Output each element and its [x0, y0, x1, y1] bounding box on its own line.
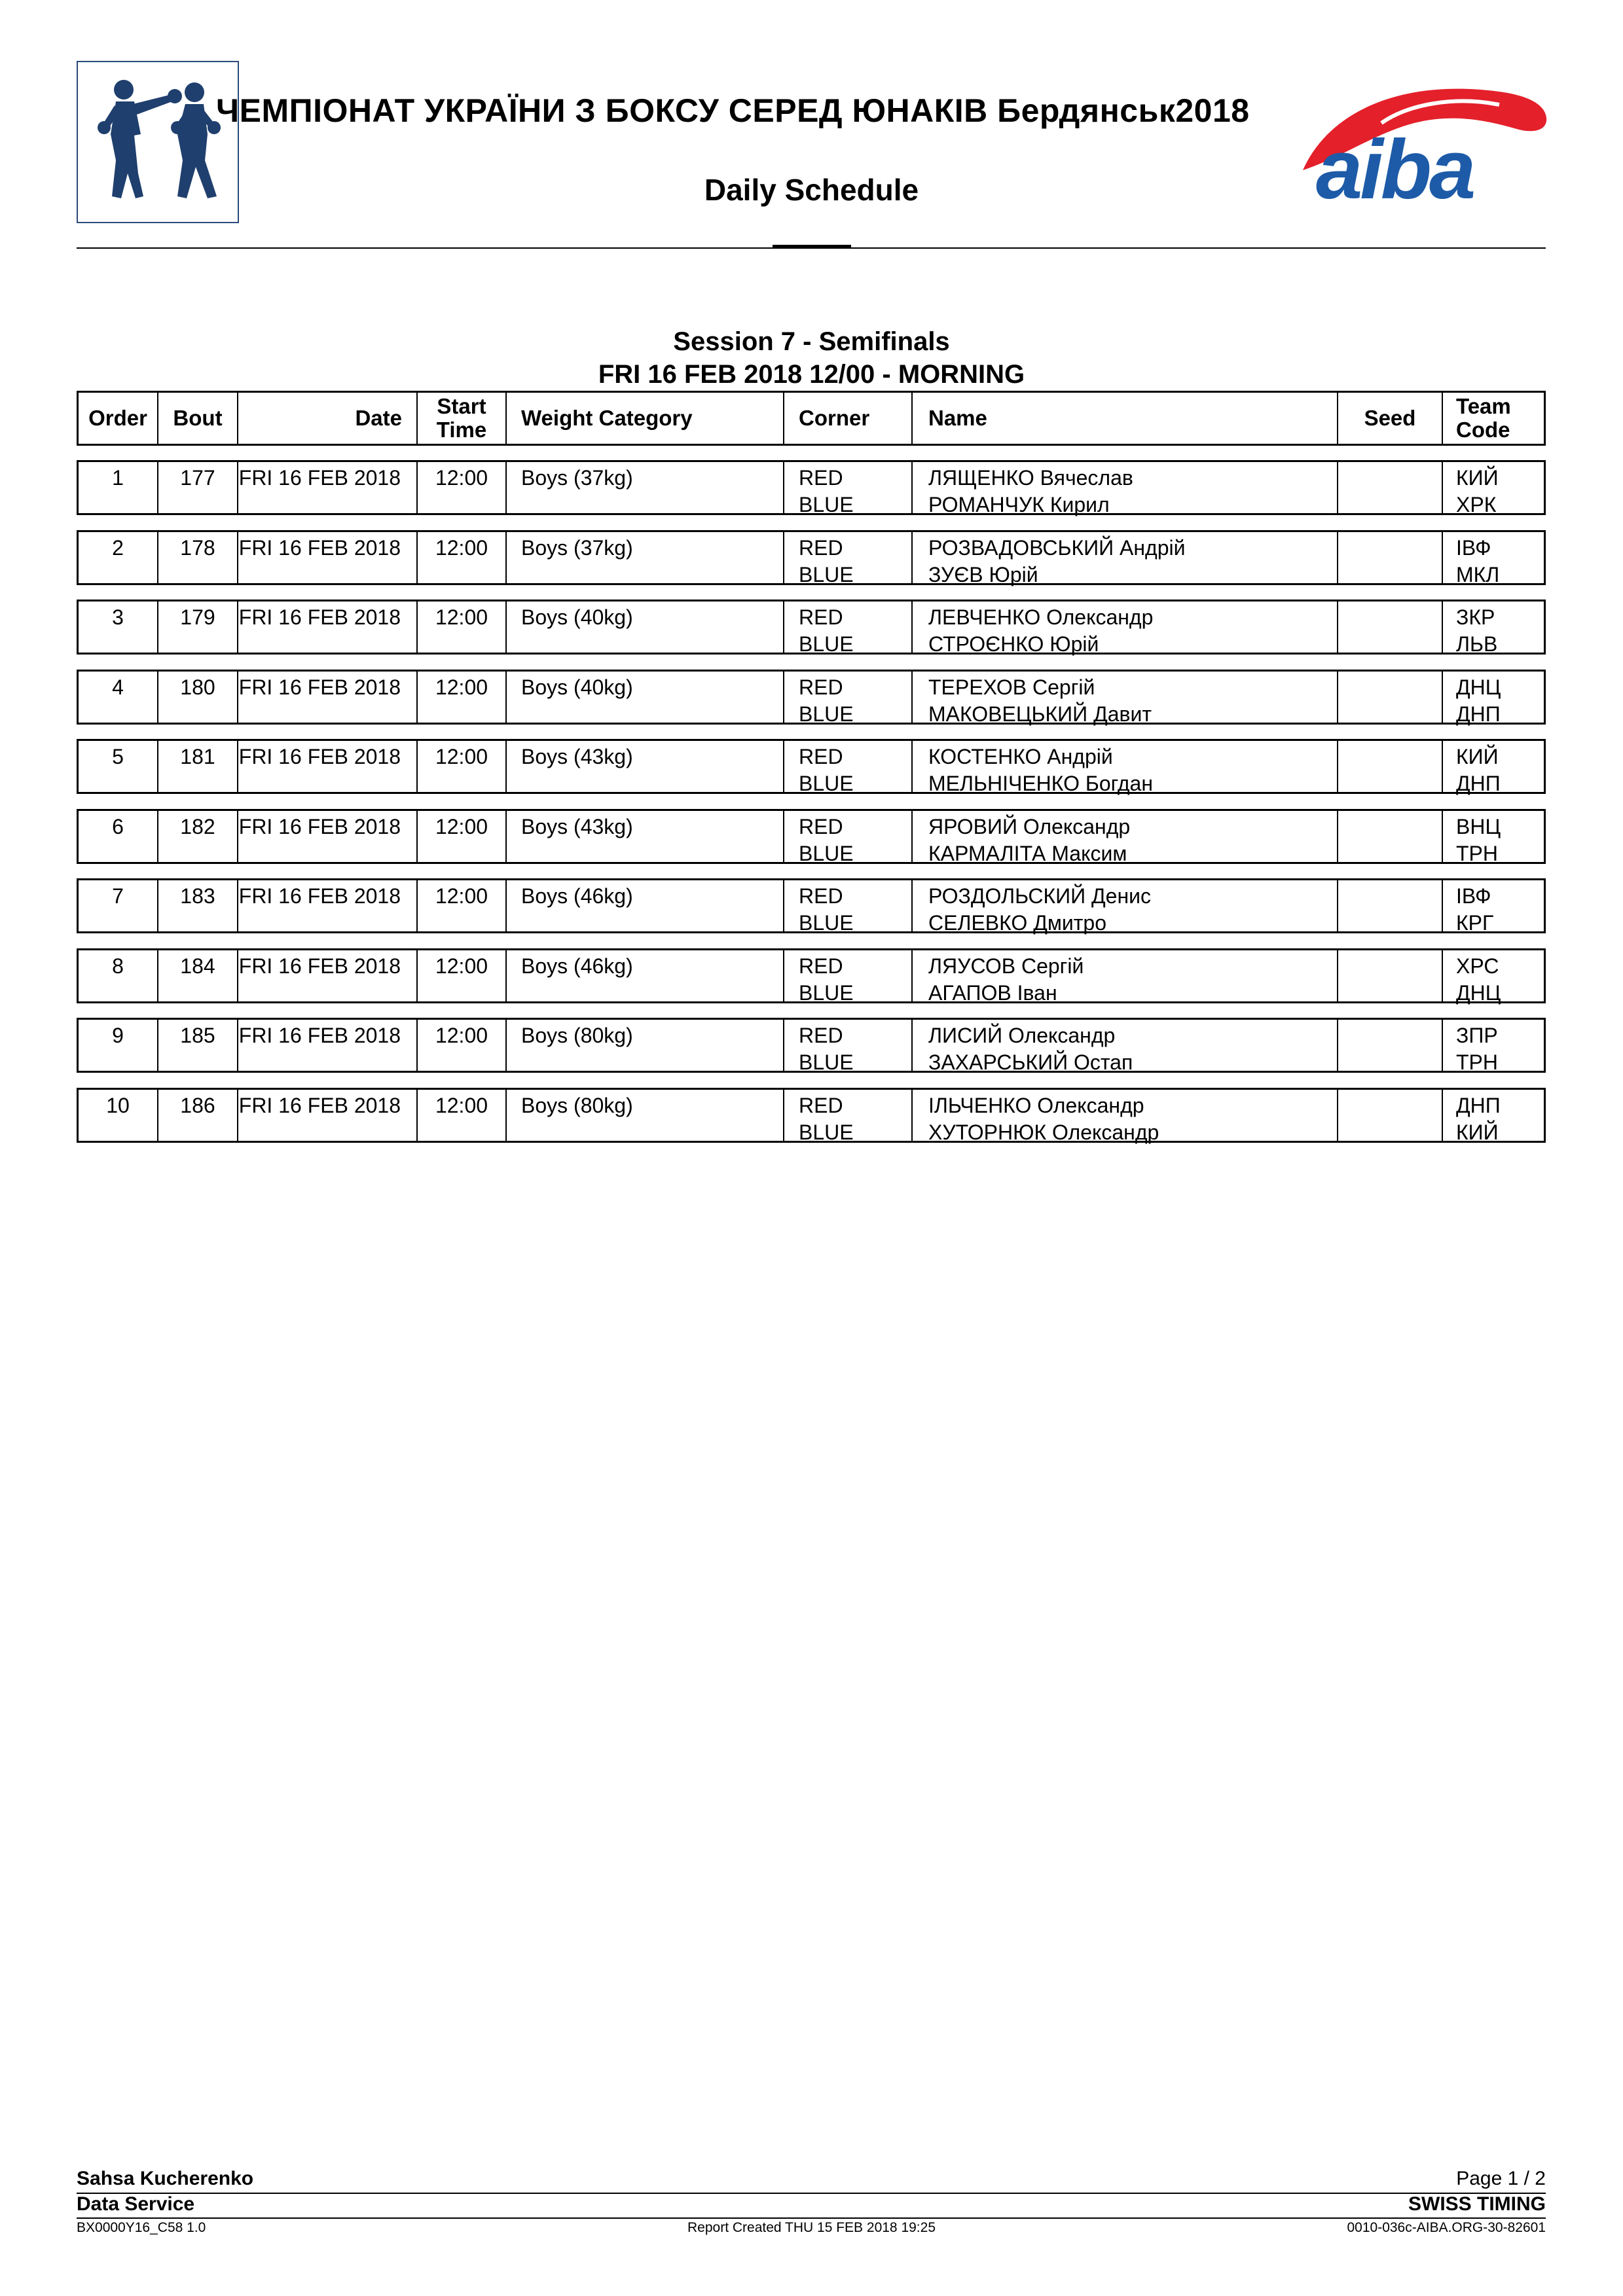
name-cell [911, 811, 1337, 865]
team-cell [1442, 880, 1544, 935]
name-cell [911, 950, 1337, 1005]
blue-team-code: КИЙ [1456, 1121, 1499, 1144]
bout-cell [157, 950, 237, 1001]
blue-boxer-name: МАКОВЕЦЬКИЙ Давит [928, 702, 1152, 726]
time-cell [416, 811, 505, 862]
weight-value: Boys (43kg) [521, 815, 633, 838]
name-cell [911, 462, 1337, 516]
red-corner: RED [799, 536, 843, 560]
order-cell [79, 601, 157, 653]
order-cell [79, 462, 157, 513]
blue-team-code: ТРН [1456, 842, 1498, 865]
footer-vendor: SWISS TIMING [1408, 2193, 1546, 2215]
table-row [77, 530, 1546, 585]
bout-value: 180 [180, 675, 215, 699]
time-value: 12:00 [435, 954, 488, 978]
weight-value: Boys (37kg) [521, 466, 633, 490]
time-value: 12:00 [435, 466, 488, 490]
order-cell [79, 950, 157, 1001]
red-boxer-name: ЯРОВИЙ Олександр [928, 815, 1131, 838]
date-value: FRI 16 FEB 2018 [238, 954, 401, 978]
time-cell [416, 950, 505, 1001]
weight-value: Boys (80kg) [521, 1024, 633, 1047]
red-boxer-name: ЛЯУСОВ Сергій [928, 954, 1084, 978]
footer-reference: 0010-036c-AIBA.ORG-30-82601 [1347, 2220, 1546, 2235]
time-value: 12:00 [435, 605, 488, 629]
seed-cell [1337, 880, 1442, 931]
corner-cell [783, 811, 911, 865]
time-value: 12:00 [435, 745, 488, 768]
red-team-code: ДНЦ [1456, 675, 1501, 699]
order-cell [79, 1090, 157, 1141]
seed-cell [1337, 532, 1442, 583]
weight-cell [505, 811, 783, 862]
red-corner: RED [799, 1094, 843, 1117]
col-order [79, 393, 157, 444]
seed-cell [1337, 950, 1442, 1001]
name-cell [911, 532, 1337, 586]
blue-corner: BLUE [799, 1121, 854, 1144]
time-cell [416, 672, 505, 723]
footer-author: Sahsa Kucherenko [77, 2168, 254, 2189]
header-divider-mark [773, 245, 851, 247]
col-seed [1337, 393, 1442, 444]
session-datetime: FRI 16 FEB 2018 12/00 - MORNING [598, 360, 1025, 389]
weight-value: Boys (80kg) [521, 1094, 633, 1117]
blue-corner: BLUE [799, 981, 854, 1005]
seed-cell [1337, 1020, 1442, 1071]
table-row [77, 878, 1546, 933]
bout-cell [157, 672, 237, 723]
date-cell [237, 672, 416, 723]
corner-cell [783, 601, 911, 656]
order-value: 5 [112, 745, 124, 768]
red-team-code: ВНЦ [1456, 815, 1501, 838]
col-start-time [416, 393, 505, 444]
blue-team-code: ХРК [1456, 493, 1497, 516]
name-cell [911, 741, 1337, 795]
col-corner-label: Corner [799, 406, 870, 430]
weight-value: Boys (40kg) [521, 605, 633, 629]
weight-cell [505, 672, 783, 723]
red-boxer-name: ТЕРЕХОВ Сергій [928, 675, 1095, 699]
order-cell [79, 880, 157, 931]
red-boxer-name: ІЛЬЧЕНКО Олександр [928, 1094, 1144, 1117]
blue-boxer-name: ЗАХАРСЬКИЙ Остап [928, 1050, 1133, 1074]
footer-divider-top [77, 2193, 1546, 2194]
blue-team-code: ДНП [1456, 702, 1501, 726]
date-cell [237, 741, 416, 792]
date-cell [237, 462, 416, 513]
bout-value: 182 [180, 815, 215, 838]
table-row [77, 1088, 1546, 1143]
date-cell [237, 811, 416, 862]
date-value: FRI 16 FEB 2018 [238, 1094, 401, 1117]
date-cell [237, 950, 416, 1001]
date-cell [237, 880, 416, 931]
corner-cell [783, 880, 911, 935]
blue-corner: BLUE [799, 1050, 854, 1074]
bout-value: 184 [180, 954, 215, 978]
blue-team-code: ЛЬВ [1456, 632, 1498, 656]
blue-boxer-name: ХУТОРНЮК Олександр [928, 1121, 1159, 1144]
blue-boxer-name: РОМАНЧУК Кирил [928, 493, 1110, 516]
col-seed-label: Seed [1364, 406, 1416, 430]
bout-cell [157, 811, 237, 862]
name-cell [911, 1020, 1337, 1074]
corner-cell [783, 1020, 911, 1074]
table-row [77, 670, 1546, 725]
time-value: 12:00 [435, 1094, 488, 1117]
order-value: 2 [112, 536, 124, 560]
red-team-code: ІВФ [1456, 884, 1491, 908]
col-weight [505, 393, 783, 444]
order-value: 3 [112, 605, 124, 629]
date-value: FRI 16 FEB 2018 [238, 466, 401, 490]
bout-value: 185 [180, 1024, 215, 1047]
team-cell [1442, 462, 1544, 516]
blue-corner: BLUE [799, 911, 854, 935]
col-name [911, 393, 1337, 444]
table-row [77, 1018, 1546, 1073]
team-cell [1442, 601, 1544, 656]
red-boxer-name: РОЗДОЛЬСКИЙ Денис [928, 884, 1152, 908]
order-value: 7 [112, 884, 124, 908]
date-value: FRI 16 FEB 2018 [238, 536, 401, 560]
col-team-label-2: Code [1456, 418, 1510, 442]
name-cell [911, 880, 1337, 935]
table-row [77, 809, 1546, 864]
seed-cell [1337, 1090, 1442, 1141]
time-value: 12:00 [435, 884, 488, 908]
date-cell [237, 1020, 416, 1071]
name-cell [911, 601, 1337, 656]
date-cell [237, 1090, 416, 1141]
session-title: Session 7 - Semifinals [673, 327, 950, 356]
date-value: FRI 16 FEB 2018 [238, 815, 401, 838]
bout-cell [157, 532, 237, 583]
team-cell [1442, 532, 1544, 586]
team-cell [1442, 1090, 1544, 1144]
time-cell [416, 880, 505, 931]
corner-cell [783, 1090, 911, 1144]
footer-report-created: Report Created THU 15 FEB 2018 19:25 [687, 2220, 936, 2235]
corner-cell [783, 672, 911, 726]
red-boxer-name: КОСТЕНКО Андрій [928, 745, 1113, 768]
red-boxer-name: ЛЯЩЕНКО Вячеслав [928, 466, 1133, 490]
weight-value: Boys (46kg) [521, 884, 633, 908]
seed-cell [1337, 672, 1442, 723]
col-order-label: Order [88, 406, 147, 430]
team-cell [1442, 811, 1544, 865]
blue-boxer-name: СТРОЄНКО Юрій [928, 632, 1099, 656]
date-value: FRI 16 FEB 2018 [238, 884, 401, 908]
col-weight-label: Weight Category [521, 406, 693, 430]
aiba-wordmark: aiba [1316, 123, 1474, 217]
blue-team-code: КРГ [1456, 911, 1494, 935]
time-cell [416, 1020, 505, 1071]
time-value: 12:00 [435, 1024, 488, 1047]
bout-value: 179 [180, 605, 215, 629]
table-row [77, 460, 1546, 515]
blue-corner: BLUE [799, 772, 854, 795]
name-cell [911, 672, 1337, 726]
seed-cell [1337, 601, 1442, 653]
order-cell [79, 672, 157, 723]
blue-team-code: ТРН [1456, 1050, 1498, 1074]
blue-boxer-name: АГАПОВ Іван [928, 981, 1057, 1005]
red-corner: RED [799, 745, 843, 768]
col-corner [783, 393, 911, 444]
date-value: FRI 16 FEB 2018 [238, 675, 401, 699]
corner-cell [783, 741, 911, 795]
footer-doc-code: BX0000Y16_C58 1.0 [77, 2220, 206, 2235]
red-corner: RED [799, 605, 843, 629]
order-cell [79, 811, 157, 862]
red-team-code: КИЙ [1456, 466, 1499, 490]
corner-cell [783, 532, 911, 586]
weight-value: Boys (46kg) [521, 954, 633, 978]
time-value: 12:00 [435, 536, 488, 560]
footer-department: Data Service [77, 2193, 195, 2215]
col-date [237, 393, 416, 444]
weight-cell [505, 1020, 783, 1071]
team-cell [1442, 672, 1544, 726]
order-value: 1 [112, 466, 124, 490]
date-value: FRI 16 FEB 2018 [238, 745, 401, 768]
date-cell [237, 532, 416, 583]
col-start-time-label-2: Time [436, 418, 487, 442]
order-value: 9 [112, 1024, 124, 1047]
red-corner: RED [799, 954, 843, 978]
red-corner: RED [799, 675, 843, 699]
time-cell [416, 1090, 505, 1141]
table-row [77, 739, 1546, 794]
red-team-code: ДНП [1456, 1094, 1501, 1117]
team-cell [1442, 950, 1544, 1005]
bout-cell [157, 880, 237, 931]
red-boxer-name: ЛЕВЧЕНКО Олександр [928, 605, 1154, 629]
red-team-code: КИЙ [1456, 745, 1499, 768]
red-team-code: ЗКР [1456, 605, 1495, 629]
col-date-label: Date [355, 406, 402, 430]
seed-cell [1337, 811, 1442, 862]
blue-team-code: ДНП [1456, 772, 1501, 795]
col-team [1442, 393, 1544, 444]
time-cell [416, 601, 505, 653]
weight-cell [505, 462, 783, 513]
bout-cell [157, 741, 237, 792]
footer-page-number: Page 1 / 2 [1456, 2168, 1546, 2189]
blue-team-code: МКЛ [1456, 563, 1500, 586]
time-cell [416, 741, 505, 792]
col-bout [157, 393, 237, 444]
blue-boxer-name: СЕЛЕВКО Дмитро [928, 911, 1106, 935]
weight-cell [505, 741, 783, 792]
bout-cell [157, 462, 237, 513]
blue-team-code: ДНЦ [1456, 981, 1501, 1005]
weight-cell [505, 532, 783, 583]
col-team-label-1: Team [1456, 394, 1511, 418]
red-team-code: ІВФ [1456, 536, 1491, 560]
red-corner: RED [799, 884, 843, 908]
table-row [77, 600, 1546, 655]
order-value: 6 [112, 815, 124, 838]
time-value: 12:00 [435, 675, 488, 699]
blue-corner: BLUE [799, 842, 854, 865]
red-corner: RED [799, 466, 843, 490]
table-header [77, 391, 1546, 446]
order-cell [79, 1020, 157, 1071]
blue-boxer-name: МЕЛЬНІЧЕНКО Богдан [928, 772, 1154, 795]
bout-cell [157, 1090, 237, 1141]
name-cell [911, 1090, 1337, 1144]
header-divider [77, 247, 1546, 249]
blue-boxer-name: КАРМАЛІТА Максим [928, 842, 1127, 865]
blue-corner: BLUE [799, 632, 854, 656]
weight-cell [505, 950, 783, 1001]
corner-cell [783, 462, 911, 516]
blue-corner: BLUE [799, 493, 854, 516]
bout-value: 183 [180, 884, 215, 908]
red-team-code: ХРС [1456, 954, 1499, 978]
weight-value: Boys (37kg) [521, 536, 633, 560]
weight-value: Boys (43kg) [521, 745, 633, 768]
bout-cell [157, 1020, 237, 1071]
time-value: 12:00 [435, 815, 488, 838]
date-value: FRI 16 FEB 2018 [238, 1024, 401, 1047]
date-cell [237, 601, 416, 653]
aiba-logo [1303, 65, 1552, 216]
weight-value: Boys (40kg) [521, 675, 633, 699]
page-subtitle: Daily Schedule [704, 173, 919, 207]
order-value: 4 [112, 675, 124, 699]
col-name-label: Name [928, 406, 987, 430]
col-bout-label: Bout [173, 406, 223, 430]
red-corner: RED [799, 1024, 843, 1047]
page-title: ЧЕМПІОНАТ УКРАЇНИ З БОКСУ СЕРЕД ЮНАКІВ Бердянськ2018 [216, 92, 1250, 129]
time-cell [416, 462, 505, 513]
blue-corner: BLUE [799, 563, 854, 586]
order-cell [79, 532, 157, 583]
bout-value: 181 [180, 745, 215, 768]
team-cell [1442, 741, 1544, 795]
order-value: 10 [106, 1094, 130, 1117]
bout-value: 186 [180, 1094, 215, 1117]
seed-cell [1337, 741, 1442, 792]
time-cell [416, 532, 505, 583]
seed-cell [1337, 462, 1442, 513]
blue-corner: BLUE [799, 702, 854, 726]
bout-value: 178 [180, 536, 215, 560]
order-cell [79, 741, 157, 792]
weight-cell [505, 601, 783, 653]
corner-cell [783, 950, 911, 1005]
team-cell [1442, 1020, 1544, 1074]
red-team-code: ЗПР [1456, 1024, 1498, 1047]
weight-cell [505, 880, 783, 931]
order-value: 8 [112, 954, 124, 978]
bout-value: 177 [180, 466, 215, 490]
bout-cell [157, 601, 237, 653]
weight-cell [505, 1090, 783, 1141]
red-corner: RED [799, 815, 843, 838]
red-boxer-name: ЛИСИЙ Олександр [928, 1024, 1116, 1047]
date-value: FRI 16 FEB 2018 [238, 605, 401, 629]
col-start-time-label-1: Start [437, 394, 486, 418]
footer-divider-bottom [77, 2217, 1546, 2219]
red-boxer-name: РОЗВАДОВСЬКИЙ Андрій [928, 536, 1186, 560]
table-row [77, 948, 1546, 1003]
blue-boxer-name: ЗУЄВ Юрій [928, 563, 1038, 586]
